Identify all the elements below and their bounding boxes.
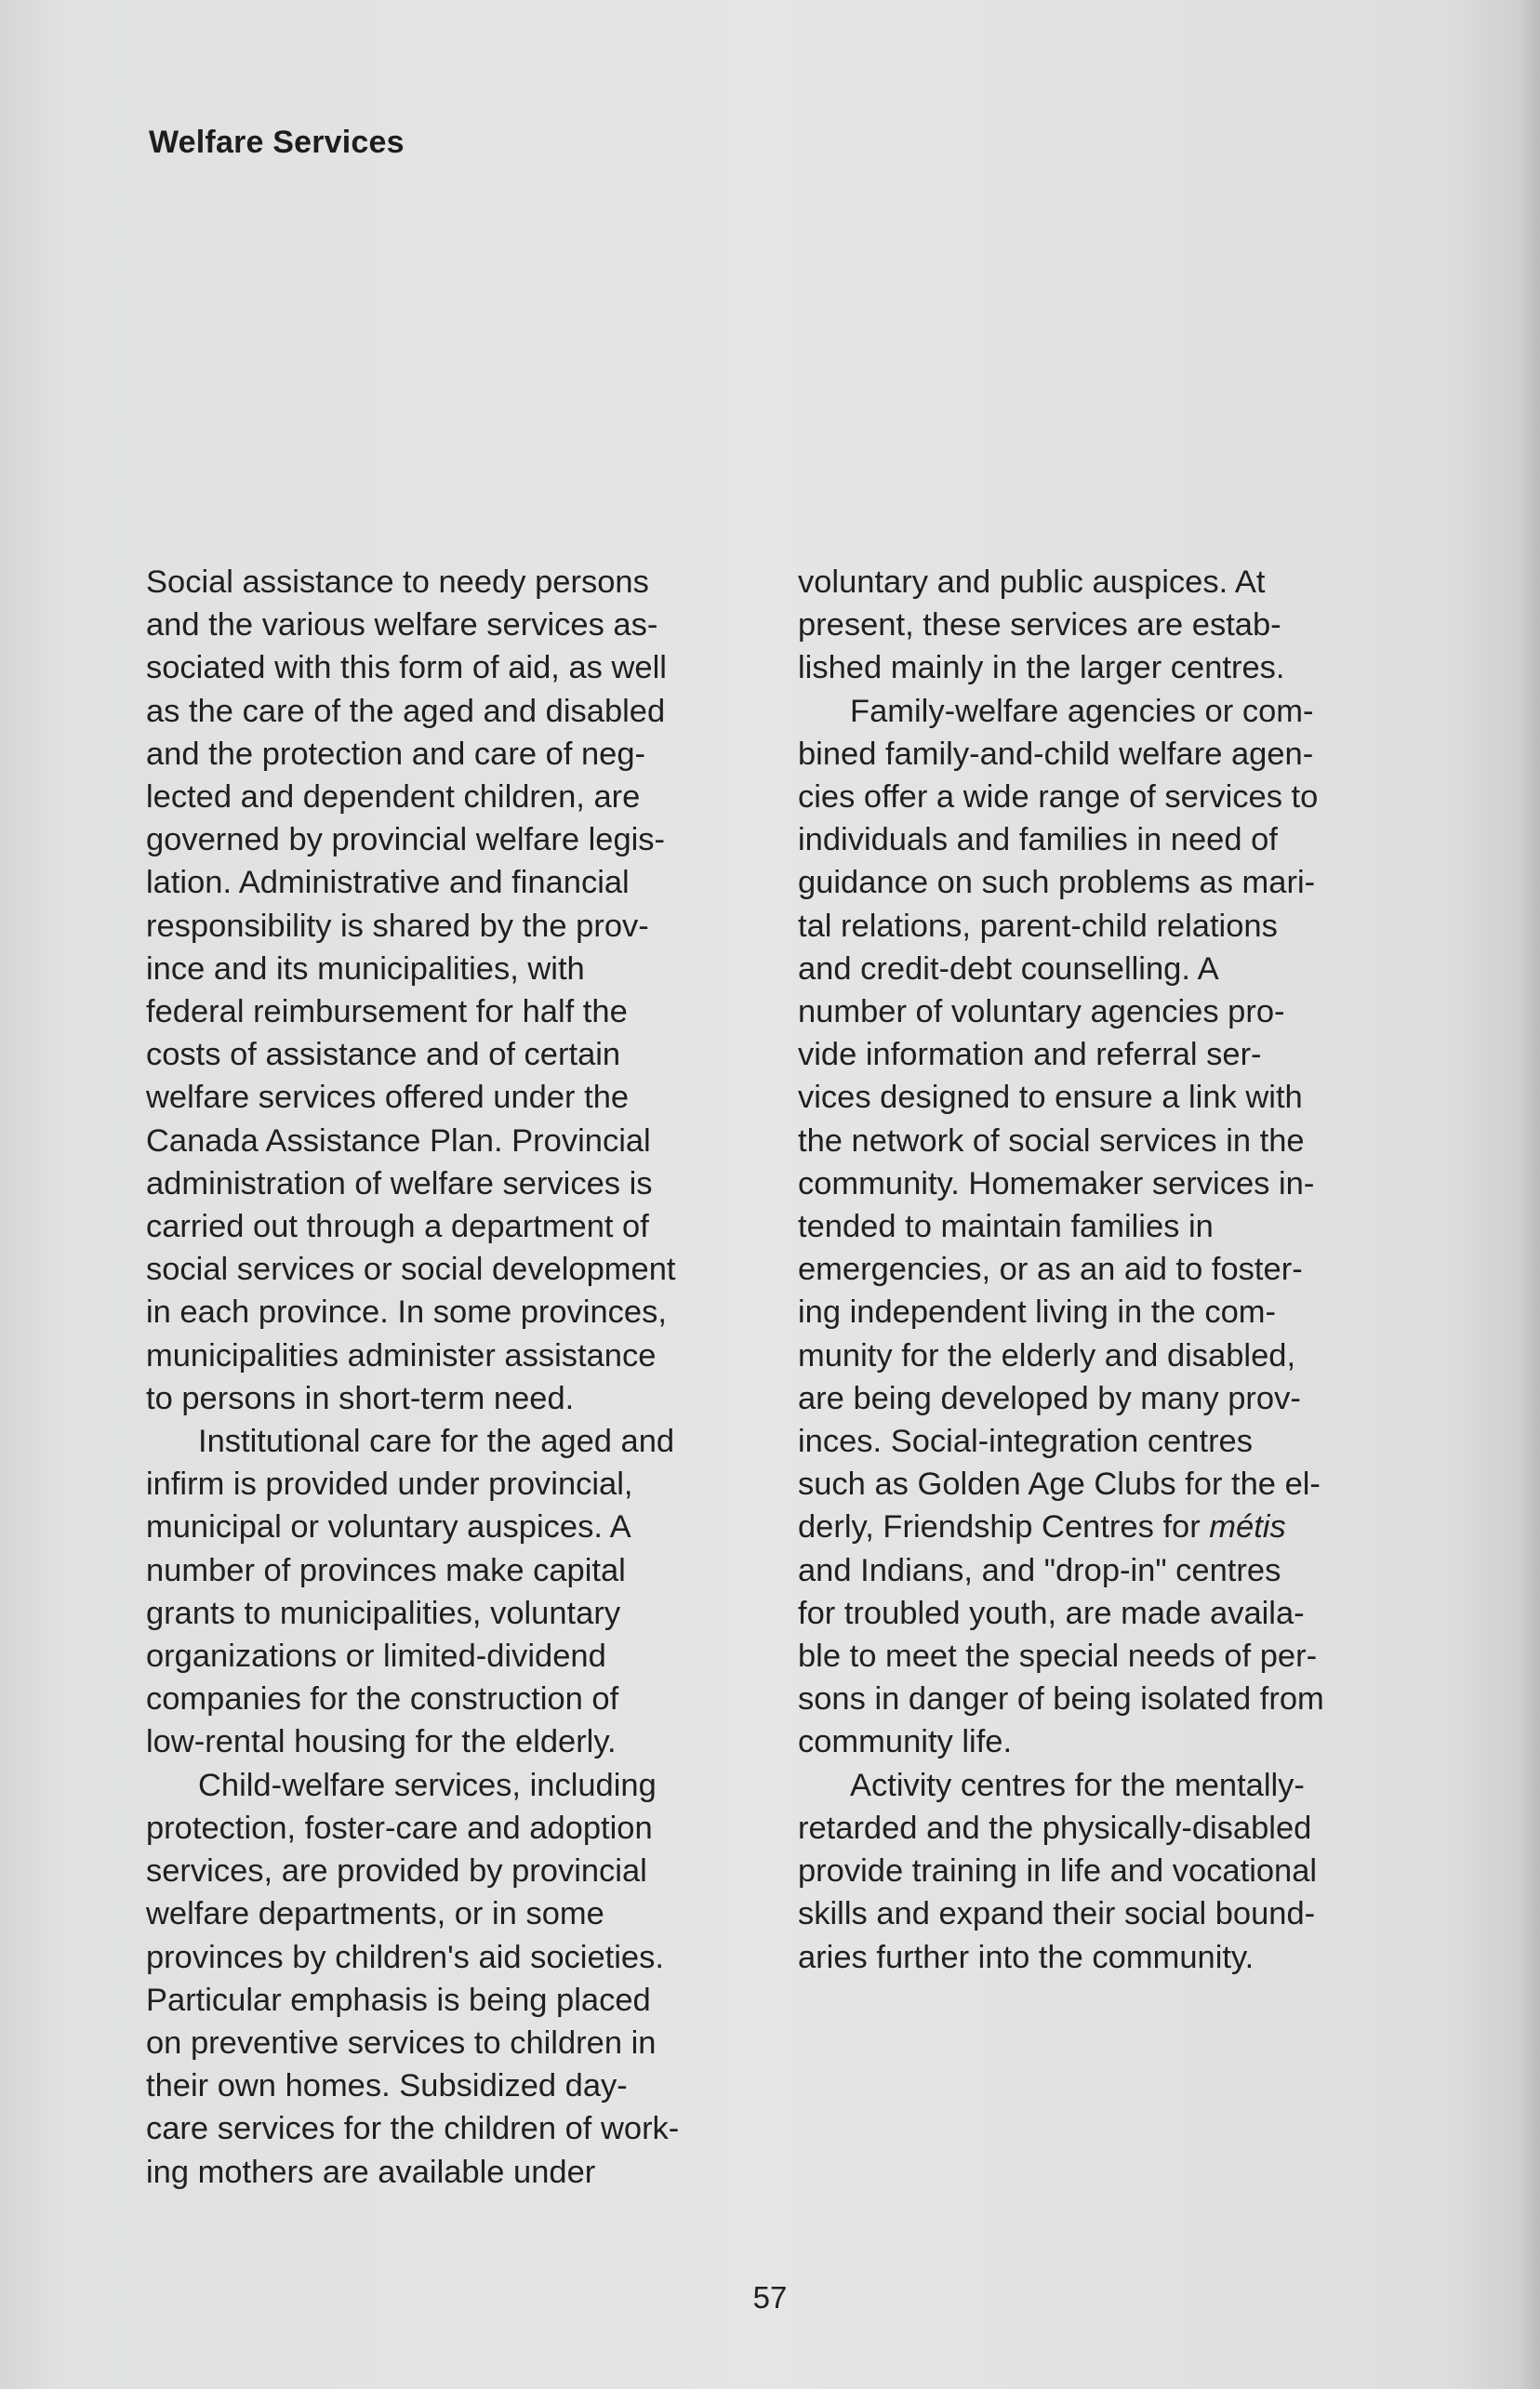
text-line: costs of assistance and of certain [146, 1037, 621, 1073]
text-line: lected and dependent children, are [146, 779, 641, 816]
text-line: present, these services are estab- [798, 607, 1281, 644]
text-line: number of voluntary agencies pro- [798, 994, 1285, 1030]
page-number: 57 [752, 2280, 788, 2315]
text-line: tended to maintain families in [798, 1209, 1214, 1245]
text-line: Particular emphasis is being placed [146, 1982, 651, 2018]
text-line: in each province. In some provinces, [146, 1294, 667, 1331]
text-line: social services or social development [146, 1252, 676, 1288]
text-line: munity for the elderly and disabled, [798, 1337, 1296, 1374]
text-line: the network of social services in the [798, 1122, 1305, 1159]
text-line: their own homes. Subsidized day- [146, 2068, 628, 2104]
text-line: vide information and referral ser- [798, 1037, 1262, 1073]
text-line: vices designed to ensure a link with [798, 1080, 1303, 1116]
text-line: sons in danger of being isolated from [798, 1681, 1324, 1718]
text-line: to persons in short-term need. [146, 1380, 575, 1416]
text-line: aries further into the community. [798, 1939, 1255, 1975]
page-edge-shadow [1520, 0, 1540, 2389]
text-line: grants to municipalities, voluntary [146, 1595, 621, 1631]
text-line: low-rental housing for the elderly. [146, 1724, 617, 1760]
text-line: organizations or limited-dividend [146, 1639, 606, 1675]
paragraph-start-line: Activity centres for the mentally- [850, 1767, 1305, 1803]
text-line: voluntary and public auspices. At [798, 564, 1266, 600]
paragraph-start-line: Child-welfare services, including [198, 1767, 657, 1803]
right-text-column [798, 561, 1440, 1979]
text-line: individuals and families in need of [798, 822, 1278, 858]
text-line-with-italic [798, 1506, 1440, 1548]
text-line: welfare services offered under the [146, 1080, 630, 1116]
text-line: responsibility is shared by the prov- [146, 908, 649, 944]
text-line: skills and expand their social bound- [798, 1896, 1316, 1932]
text-line: infirm is provided under provincial, [146, 1467, 633, 1503]
text-line: guidance on such problems as mari- [798, 865, 1316, 901]
left-text-column [146, 561, 778, 2194]
text-line: ble to meet the special needs of per- [798, 1639, 1318, 1675]
text-line: municipal or voluntary auspices. A [146, 1509, 631, 1546]
text-line: Canada Assistance Plan. Provincial [146, 1122, 651, 1159]
text-line: lished mainly in the larger centres. [798, 650, 1285, 686]
text-line: number of provinces make capital [146, 1552, 626, 1588]
text-fragment: derly, Friendship Centres for [798, 1509, 1210, 1546]
text-line: carried out through a department of [146, 1209, 649, 1245]
text-line: ing mothers are available under [146, 2154, 596, 2190]
text-line: federal reimbursement for half the [146, 994, 628, 1030]
text-line: bined family-and-child welfare agen- [798, 736, 1314, 772]
text-line: and Indians, and "drop-in" centres [798, 1552, 1281, 1588]
text-line: welfare departments, or in some [146, 1896, 604, 1932]
text-line: companies for the construction of [146, 1681, 619, 1718]
text-line: cies offer a wide range of services to [798, 779, 1319, 816]
text-line: and the protection and care of neg- [146, 736, 646, 772]
italic-word: métis [1209, 1509, 1286, 1546]
text-line: for troubled youth, are made availa- [798, 1595, 1305, 1631]
text-line: provide training in life and vocational [798, 1853, 1318, 1890]
text-line: sociated with this form of aid, as well [146, 650, 667, 686]
paragraph-start-line: Family-welfare agencies or com- [850, 693, 1314, 729]
paragraph-start-line: Institutional care for the aged and [198, 1424, 675, 1460]
text-line: are being developed by many prov- [798, 1380, 1301, 1416]
text-line: retarded and the physically-disabled [798, 1810, 1312, 1846]
text-line: care services for the children of work- [146, 2111, 680, 2147]
text-line: municipalities administer assistance [146, 1337, 657, 1374]
text-line: protection, foster-care and adoption [146, 1810, 653, 1846]
text-line: on preventive services to children in [146, 2024, 657, 2061]
text-line: services, are provided by provincial [146, 1853, 647, 1890]
text-line: and the various welfare services as- [146, 607, 658, 644]
section-heading: Welfare Services [149, 125, 405, 160]
text-line: and credit-debt counselling. A [798, 950, 1219, 987]
text-line: lation. Administrative and financial [146, 865, 630, 901]
text-line: community life. [798, 1724, 1013, 1760]
text-line: ince and its municipalities, with [146, 950, 585, 987]
text-line: inces. Social-integration centres [798, 1424, 1253, 1460]
text-line: Social assistance to needy persons [146, 564, 649, 600]
text-line: provinces by children's aid societies. [146, 1939, 664, 1975]
text-line: administration of welfare services is [146, 1165, 653, 1201]
text-line: emergencies, or as an aid to foster- [798, 1252, 1303, 1288]
text-line: governed by provincial welfare legis- [146, 822, 666, 858]
text-line: tal relations, parent-child relations [798, 908, 1278, 944]
text-line: such as Golden Age Clubs for the el- [798, 1467, 1321, 1503]
text-line: as the care of the aged and disabled [146, 693, 666, 729]
text-line: community. Homemaker services in- [798, 1165, 1315, 1201]
text-line: ing independent living in the com- [798, 1294, 1276, 1331]
